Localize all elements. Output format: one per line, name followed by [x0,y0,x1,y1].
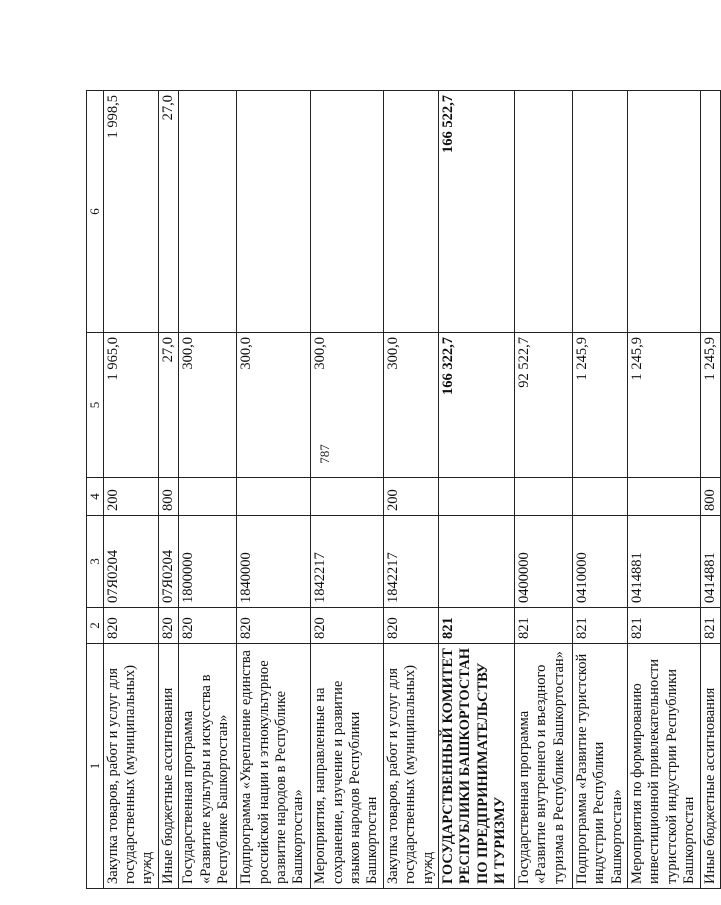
row-target-code-cell: 1800000 [179,516,237,608]
row-amount-1-cell: 92 522,7 [514,333,572,478]
table-row [383,91,438,889]
row-target-code-cell: 07Я0204 [158,516,178,608]
row-expense-type-cell: 800 [700,478,720,516]
header-col-6: 6 [87,91,104,333]
header-col-3: 3 [87,516,104,608]
row-name-cell: Мероприятия, направленные на сохранение, изучение и развитие языков народов Республики Башкортостан [311,644,384,889]
row-amount-1-cell: 1 245,9 [572,333,627,478]
row-name-cell: Иные бюджетные ассигнования [700,644,720,889]
row-amount-1-cell: 300,0 [311,333,384,478]
row-target-code-cell: 0400000 [514,516,572,608]
row-ministry-code-cell: 821 [628,608,701,644]
row-ministry-code-cell: 820 [179,608,237,644]
table-row [311,91,384,889]
row-target-code-cell: 1842217 [311,516,384,608]
table-row [572,91,627,889]
row-amount-1-cell: 300,0 [237,333,311,478]
row-amount-2-cell [311,91,384,333]
header-col-1: 1 [87,644,104,889]
row-name-cell: Закупка товаров, работ и услуг для государственных (муниципальных) нужд [383,644,438,889]
row-amount-2-cell: 27,0 [158,91,178,333]
table-row [179,91,237,889]
row-amount-1-cell: 1 245,9 [700,333,720,478]
table-row [514,91,572,889]
row-ministry-code-cell: 820 [383,608,438,644]
table-header-row [87,91,104,889]
row-name-cell: ГОСУДАРСТВЕННЫЙ КОМИТЕТ РЕСПУБЛИКИ БАШКОРТОСТАН ПО ПРЕДПРИНИМАТЕЛЬСТВУ И ТУРИЗМУ [438,644,514,889]
row-amount-1-cell: 300,0 [179,333,237,478]
row-target-code-cell: 0414881 [700,516,720,608]
row-target-code-cell: 0414881 [628,516,701,608]
row-amount-2-cell [514,91,572,333]
row-expense-type-cell [179,478,237,516]
row-amount-1-cell: 300,0 [383,333,438,478]
row-expense-type-cell [311,478,384,516]
header-col-4: 4 [87,478,104,516]
page-number: 787 [317,444,332,464]
row-target-code-cell: 1840000 [237,516,311,608]
row-amount-2-cell [628,91,701,333]
row-target-code-cell: 1842217 [383,516,438,608]
row-expense-type-cell: 200 [383,478,438,516]
row-name-cell: Иные бюджетные ассигнования [158,644,178,889]
row-ministry-code-cell: 821 [514,608,572,644]
row-name-cell: Мероприятия по формированию инвестиционной привлекательности туристской индустрии Республики Башкортостан [628,644,701,889]
row-amount-2-cell [572,91,627,333]
budget-table-container [86,91,718,889]
row-ministry-code-cell: 820 [237,608,311,644]
row-ministry-code-cell: 820 [158,608,178,644]
row-expense-type-cell [438,478,514,516]
row-ministry-code-cell: 821 [438,608,514,644]
row-name-cell: Государственная программа «Развитие внутреннего и въездного туризма в Республике Башкортостан» [514,644,572,889]
row-target-code-cell: 0410000 [572,516,627,608]
budget-table [86,90,721,889]
row-ministry-code-cell: 821 [572,608,627,644]
row-amount-2-cell [237,91,311,333]
table-row [628,91,701,889]
row-expense-type-cell [237,478,311,516]
row-expense-type-cell [572,478,627,516]
row-ministry-code-cell: 820 [311,608,384,644]
row-ministry-code-cell: 820 [103,608,158,644]
row-amount-2-cell [179,91,237,333]
table-row [438,91,514,889]
row-amount-1-cell: 27,0 [158,333,178,478]
header-col-2: 2 [87,608,104,644]
table-row [700,91,720,889]
row-expense-type-cell [628,478,701,516]
row-name-cell: Подпрограмма «Укрепление единства российской нации и этнокультурное развитие народов в Республике Башкортостан» [237,644,311,889]
row-ministry-code-cell: 821 [700,608,720,644]
table-row [103,91,158,889]
table-row [158,91,178,889]
row-amount-2-cell: 1 998,5 [103,91,158,333]
row-target-code-cell: 07Я0204 [103,516,158,608]
row-expense-type-cell: 800 [158,478,178,516]
row-name-cell: Государственная программа «Развитие культуры и искусства в Республике Башкортостан» [179,644,237,889]
table-row [237,91,311,889]
row-amount-1-cell: 1 245,9 [628,333,701,478]
row-amount-2-cell: 166 522,7 [438,91,514,333]
row-target-code-cell [438,516,514,608]
row-expense-type-cell: 200 [103,478,158,516]
row-name-cell: Закупка товаров, работ и услуг для государственных (муниципальных) нужд [103,644,158,889]
row-expense-type-cell [514,478,572,516]
row-amount-1-cell: 166 322,7 [438,333,514,478]
row-amount-1-cell: 1 965,0 [103,333,158,478]
row-name-cell: Подпрограмма «Развитие туристской индустрии Республики Башкортостан» [572,644,627,889]
row-amount-2-cell [700,91,720,333]
header-col-5: 5 [87,333,104,478]
row-amount-2-cell [383,91,438,333]
